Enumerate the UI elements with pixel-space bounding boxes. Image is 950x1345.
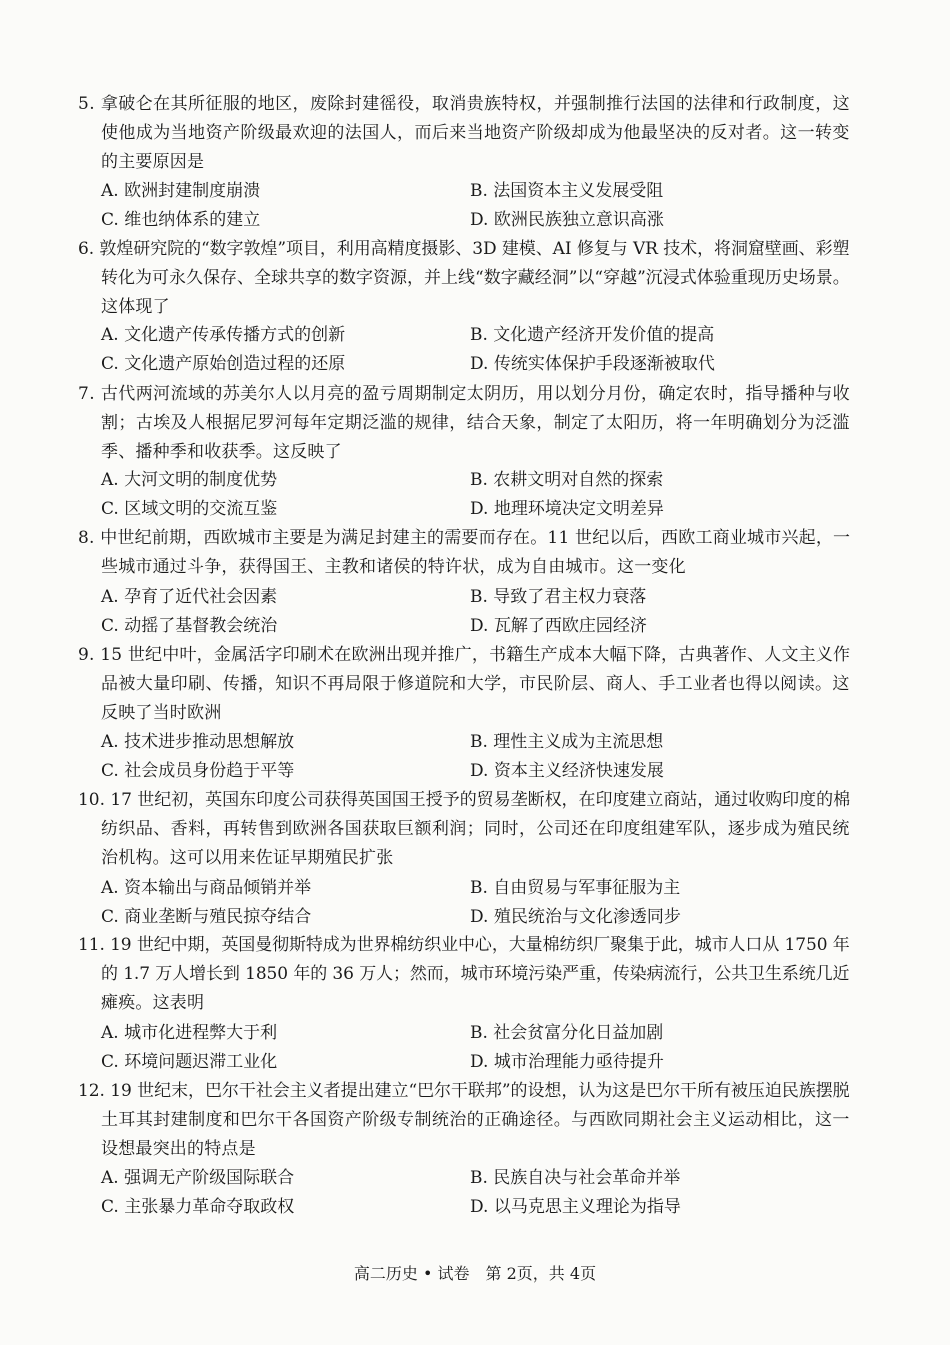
question-stem-line: 12. 19 世纪末，巴尔干社会主义者提出建立“巴尔干联邦”的设想，认为这是巴尔干所有被压迫民族摆脱 (78, 1081, 850, 1101)
question-stem-line: 设想最突出的特点是 (101, 1139, 256, 1159)
question-stem-line: 割；古埃及人根据尼罗河每年定期泛滥的规律，结合天象，制定了太阳历，将一年明确划分为泛滥 (101, 413, 850, 433)
question-stem-line: 些城市通过斗争，获得国王、主教和诸侯的特许状，成为自由城市。这一变化 (101, 557, 686, 577)
question-stem-line: 治机构。这可以用来佐证早期殖民扩张 (101, 848, 394, 868)
question-stem-line: 土耳其封建制度和巴尔干各国资产阶级专制统治的正确途径。与西欧同期社会主义运动相比，这一 (101, 1110, 850, 1130)
option-d: D. 殖民统治与文化渗透同步 (470, 907, 681, 927)
question-stem-line: 5. 拿破仑在其所征服的地区，废除封建徭役，取消贵族特权，并强制推行法国的法律和行政制度，这 (78, 94, 851, 114)
option-a: A. 强调无产阶级国际联合 (101, 1168, 295, 1188)
option-a: A. 文化遗产传承传播方式的创新 (101, 325, 346, 345)
question-stem-line: 纺织品、香料，再转售到欧洲各国获取巨额利润；同时，公司还在印度组建军队，逐步成为殖民统 (101, 819, 850, 839)
question-stem-line: 7. 古代两河流域的苏美尔人以月亮的盈亏周期制定太阴历，用以划分月份，确定农时，指导播种与收 (78, 384, 851, 404)
option-c: C. 社会成员身份趋于平等 (101, 761, 295, 781)
option-b: B. 文化遗产经济开发价值的提高 (470, 325, 715, 345)
question-stem-line: 的 1.7 万人增长到 1850 年的 36 万人；然而，城市环境污染严重，传染病流行，公共卫生系统几近 (101, 964, 850, 984)
question-stem-line: 使他成为当地资产阶级最欢迎的法国人，而后来当地资产阶级却成为他最坚决的反对者。这一转变 (101, 123, 850, 143)
question-stem-line: 季、播种季和收获季。这反映了 (101, 442, 342, 462)
option-d: D. 传统实体保护手段逐渐被取代 (470, 354, 715, 374)
question-stem-line: 8. 中世纪前期，西欧城市主要是为满足封建主的需要而存在。11 世纪以后，西欧工商业城市兴起，一 (78, 528, 851, 548)
option-c: C. 文化遗产原始创造过程的还原 (101, 354, 346, 374)
option-d: D. 瓦解了西欧庄园经济 (470, 616, 647, 636)
option-b: B. 理性主义成为主流思想 (470, 732, 664, 752)
option-c: C. 维也纳体系的建立 (101, 210, 261, 230)
option-b: B. 社会贫富分化日益加剧 (470, 1023, 664, 1043)
option-c: C. 主张暴力革命夺取政权 (101, 1197, 295, 1217)
option-a: A. 城市化进程弊大于利 (101, 1023, 278, 1043)
option-b: B. 民族自决与社会革命并举 (470, 1168, 681, 1188)
option-d: D. 地理环境决定文明差异 (470, 499, 664, 519)
question-stem-line: 瘫痪。这表明 (101, 993, 205, 1013)
option-a: A. 大河文明的制度优势 (101, 470, 278, 490)
question-stem-line: 10. 17 世纪初，英国东印度公司获得英国国王授予的贸易垄断权，在印度建立商站，通过收购印度的棉 (78, 790, 851, 810)
option-d: D. 欧洲民族独立意识高涨 (470, 210, 664, 230)
question-stem-line: 11. 19 世纪中期，英国曼彻斯特成为世界棉纺织业中心，大量棉纺织厂聚集于此，城市人口从 1750 年 (78, 935, 850, 955)
option-b: B. 农耕文明对自然的探索 (470, 470, 664, 490)
option-a: A. 技术进步推动思想解放 (101, 732, 295, 752)
question-stem-line: 这体现了 (101, 297, 170, 317)
option-c: C. 动摇了基督教会统治 (101, 616, 278, 636)
option-c: C. 区域文明的交流互鉴 (101, 499, 278, 519)
option-d: D. 资本主义经济快速发展 (470, 761, 664, 781)
question-stem-line: 品被大量印刷、传播，知识不再局限于修道院和大学，市民阶层、商人、手工业者也得以阅读。这 (101, 674, 850, 694)
option-d: D. 城市治理能力亟待提升 (470, 1052, 664, 1072)
option-a: A. 欧洲封建制度崩溃 (101, 181, 261, 201)
option-a: A. 资本输出与商品倾销并举 (101, 878, 312, 898)
page-footer: 高二历史 • 试卷 第 2页，共 4页 (353, 1264, 597, 1283)
question-stem-line: 9. 15 世纪中叶，金属活字印刷术在欧洲出现并推广，书籍生产成本大幅下降，古典著作、人文主义作 (78, 645, 851, 665)
option-d: D. 以马克思主义理论为指导 (470, 1197, 681, 1217)
question-stem-line: 转化为可永久保存、全球共享的数字资源，并上线“数字藏经洞”以“穿越”沉浸式体验重现历史场景。 (101, 268, 850, 288)
question-stem-line: 的主要原因是 (101, 152, 205, 172)
option-b: B. 导致了君主权力衰落 (470, 587, 647, 607)
option-c: C. 环境问题迟滞工业化 (101, 1052, 278, 1072)
option-b: B. 法国资本主义发展受阻 (470, 181, 664, 201)
option-c: C. 商业垄断与殖民掠夺结合 (101, 907, 312, 927)
option-a: A. 孕育了近代社会因素 (101, 587, 278, 607)
option-b: B. 自由贸易与军事征服为主 (470, 878, 681, 898)
question-stem-line: 反映了当时欧洲 (101, 703, 222, 723)
question-stem-line: 6. 敦煌研究院的“数字敦煌”项目，利用高精度摄影、3D 建模、AI 修复与 VR 技术，将洞窟壁画、彩塑 (78, 239, 850, 259)
